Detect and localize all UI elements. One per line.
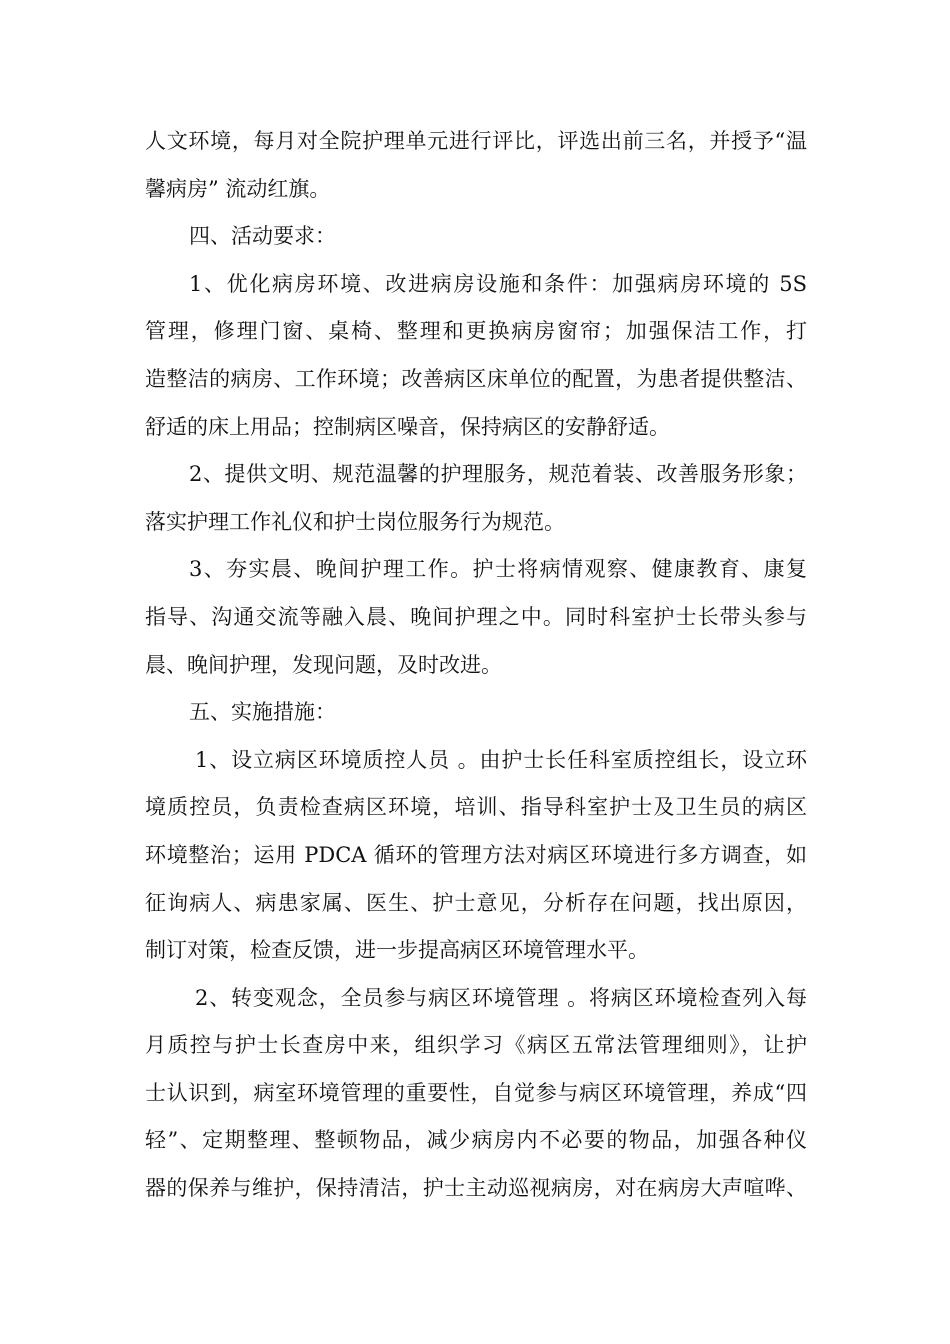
paragraph-line: 3、夯实晨、晚间护理工作。护士将病情观察、健康教育、康复: [189, 557, 807, 582]
paragraph-line: 征询病人、病患家属、医生、护士意见，分析存在问题，找出原因，: [145, 890, 807, 915]
paragraph-line: 轻”、定期整理、整顿物品，减少病房内不必要的物品，加强各种仪: [145, 1128, 807, 1153]
paragraph-line: 1、优化病房环境、改进病房设施和条件：加强病房环境的 5S: [189, 271, 807, 296]
section-heading: 四、活动要求：: [189, 224, 336, 249]
paragraph-line: 2、提供文明、规范温馨的护理服务，规范着装、改善服务形象；: [189, 462, 807, 487]
document-body: [145, 118, 807, 1213]
paragraph-line: 制订对策，检查反馈，进一步提高病区环境管理水平。: [145, 938, 649, 963]
paragraph-line: 月质控与护士长查房中来，组织学习《病区五常法管理细则》，让护: [145, 1033, 807, 1058]
paragraph-line: 士认识到，病室环境管理的重要性，自觉参与病区环境管理，养成“四: [145, 1080, 807, 1105]
paragraph-line: 器的保养与维护，保持清洁，护士主动巡视病房，对在病房大声喧哗、: [145, 1176, 807, 1201]
paragraph-line: 管理，修理门窗、桌椅、整理和更换病房窗帘；加强保洁工作，打: [145, 319, 807, 344]
paragraph-line: 造整洁的病房、工作环境；改善病区床单位的配置，为患者提供整洁、: [145, 366, 807, 391]
paragraph-line: 环境整治；运用 PDCA 循环的管理方法对病区环境进行多方调查，如: [145, 842, 807, 867]
paragraph-line: 落实护理工作礼仪和护士岗位服务行为规范。: [145, 509, 565, 534]
paragraph-line: 2、转变观念，全员参与病区环境管理 。将病区环境检查列入每: [195, 985, 807, 1010]
paragraph-line: 馨病房” 流动红旗。: [145, 176, 331, 201]
paragraph-line: 舒适的床上用品；控制病区噪音，保持病区的安静舒适。: [145, 414, 670, 439]
paragraph-line: 指导、沟通交流等融入晨、晚间护理之中。同时科室护士长带头参与: [145, 604, 807, 629]
paragraph-line: 1、设立病区环境质控人员 。由护士长任科室质控组长，设立环: [195, 747, 807, 772]
paragraph-line: 境质控员，负责检查病区环境，培训、指导科室护士及卫生员的病区: [145, 795, 807, 820]
section-heading: 五、实施措施：: [189, 700, 336, 725]
paragraph-line: 人文环境，每月对全院护理单元进行评比，评选出前三名，并授予“温: [145, 129, 807, 153]
paragraph-line: 晨、晚间护理，发现问题，及时改进。: [145, 652, 502, 677]
